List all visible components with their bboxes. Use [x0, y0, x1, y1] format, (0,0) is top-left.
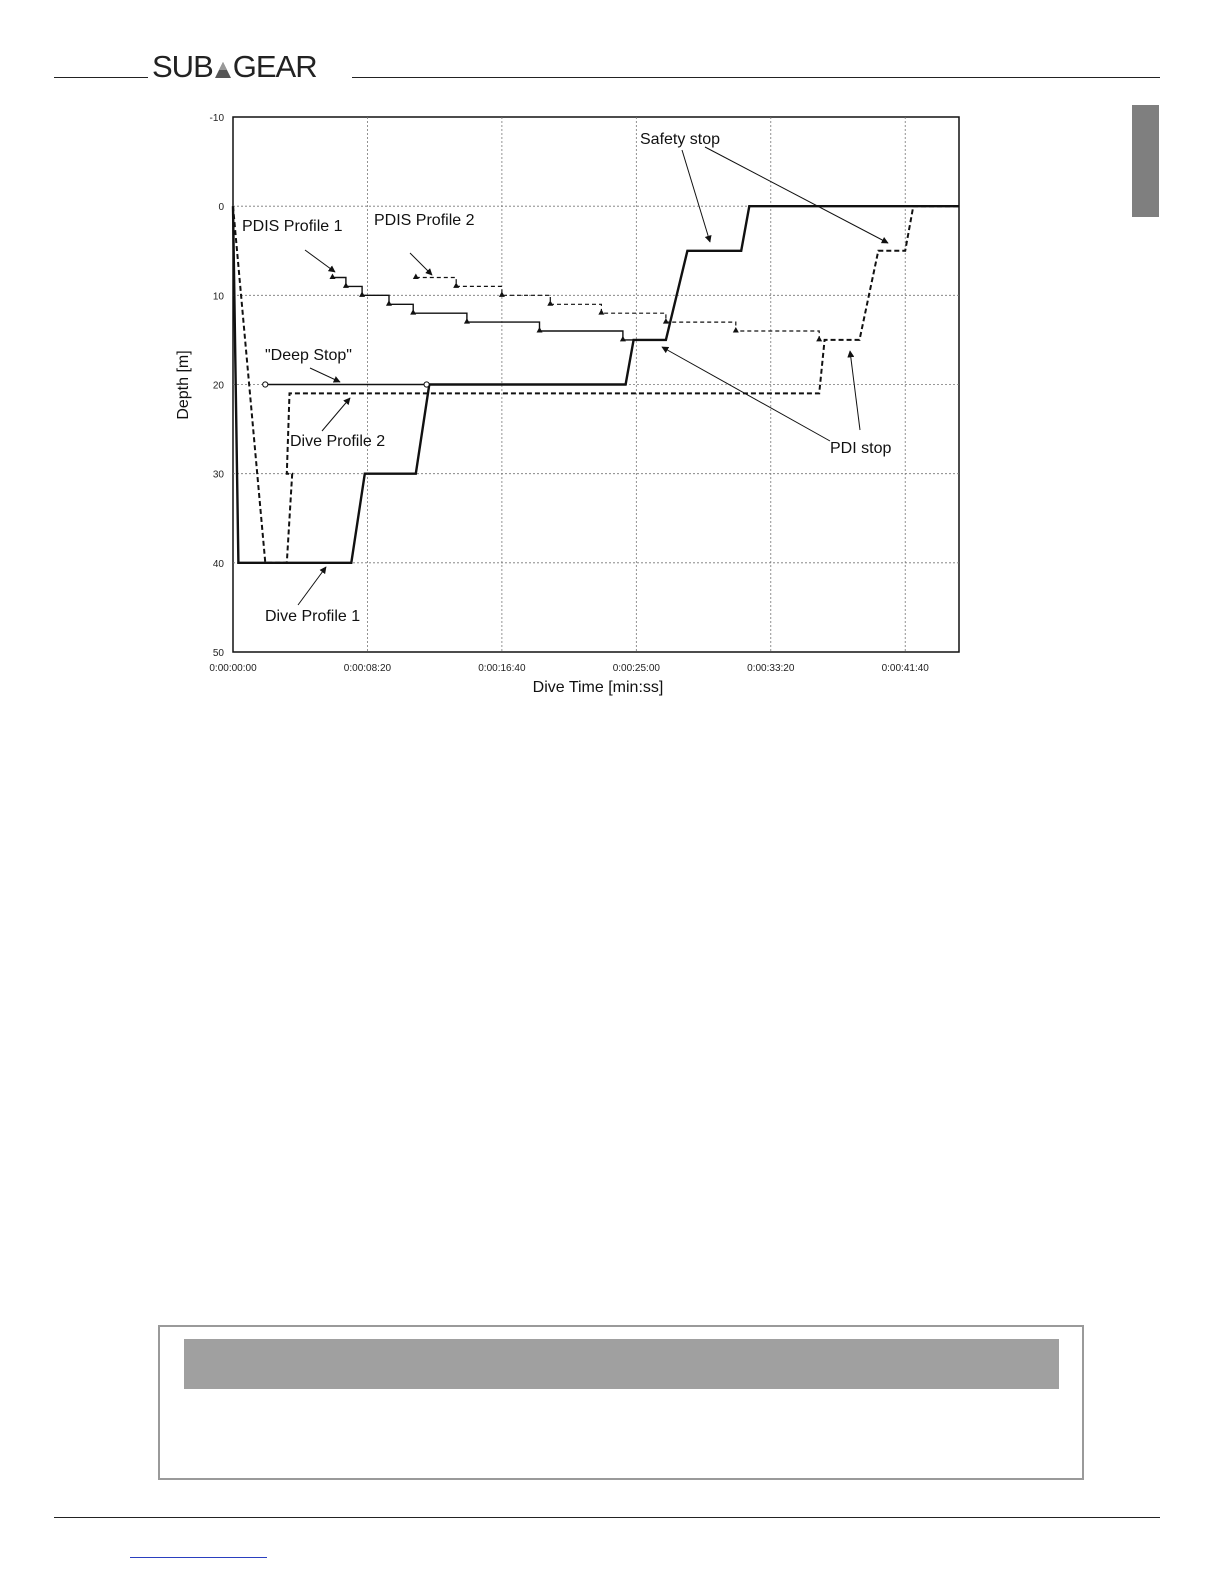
y-tick-label: 30 — [212, 469, 224, 481]
y-tick-label: 40 — [212, 558, 224, 570]
x-tick-label: 0:00:41:40 — [881, 663, 929, 674]
footer-rule — [54, 1517, 1160, 1518]
note-box — [158, 1325, 1084, 1480]
deep-stop-marker — [263, 382, 268, 387]
note-header-bar — [184, 1339, 1059, 1389]
y-tick-label: 20 — [212, 380, 224, 392]
y-tick-label: -10 — [209, 113, 224, 124]
annotation-pdis-profile-1: PDIS Profile 1 — [242, 218, 343, 235]
footer-link-underline[interactable] — [130, 1557, 267, 1558]
annotation-dive-profile-2: Dive Profile 2 — [290, 433, 386, 450]
x-axis-label: Dive Time [min:ss] — [532, 679, 664, 696]
annotation-pdi-stop: PDI stop — [830, 440, 892, 457]
x-tick-label: 0:00:08:20 — [343, 663, 392, 674]
subgear-logo — [152, 50, 317, 82]
x-tick-label: 0:00:16:40 — [478, 663, 526, 674]
header-rule-right — [352, 77, 1160, 78]
y-tick-label: 0 — [218, 202, 224, 214]
header-rule-left — [54, 77, 148, 78]
annotation-dive-profile-1: Dive Profile 1 — [265, 608, 361, 625]
logo-text-left: SUB — [152, 49, 213, 84]
logo-text-right: GEAR — [232, 49, 317, 84]
x-tick-label: 0:00:33:20 — [747, 663, 795, 674]
logo-triangle-icon — [214, 60, 232, 80]
x-tick-label: 0:00:25:00 — [612, 663, 660, 674]
dive-profile-figure — [170, 105, 970, 710]
y-axis-label: Depth [m] — [175, 350, 192, 420]
dive-profile-chart — [170, 105, 970, 705]
x-tick-label: 0:00:00:00 — [209, 663, 257, 674]
annotation-safety-stop: Safety stop — [640, 131, 721, 148]
deep-stop-marker — [424, 382, 429, 387]
y-tick-label: 10 — [212, 291, 224, 303]
annotation-deep-stop: "Deep Stop" — [265, 347, 352, 364]
y-tick-label: 50 — [212, 648, 224, 659]
section-tab — [1132, 105, 1159, 217]
annotation-pdis-profile-2: PDIS Profile 2 — [374, 212, 475, 229]
